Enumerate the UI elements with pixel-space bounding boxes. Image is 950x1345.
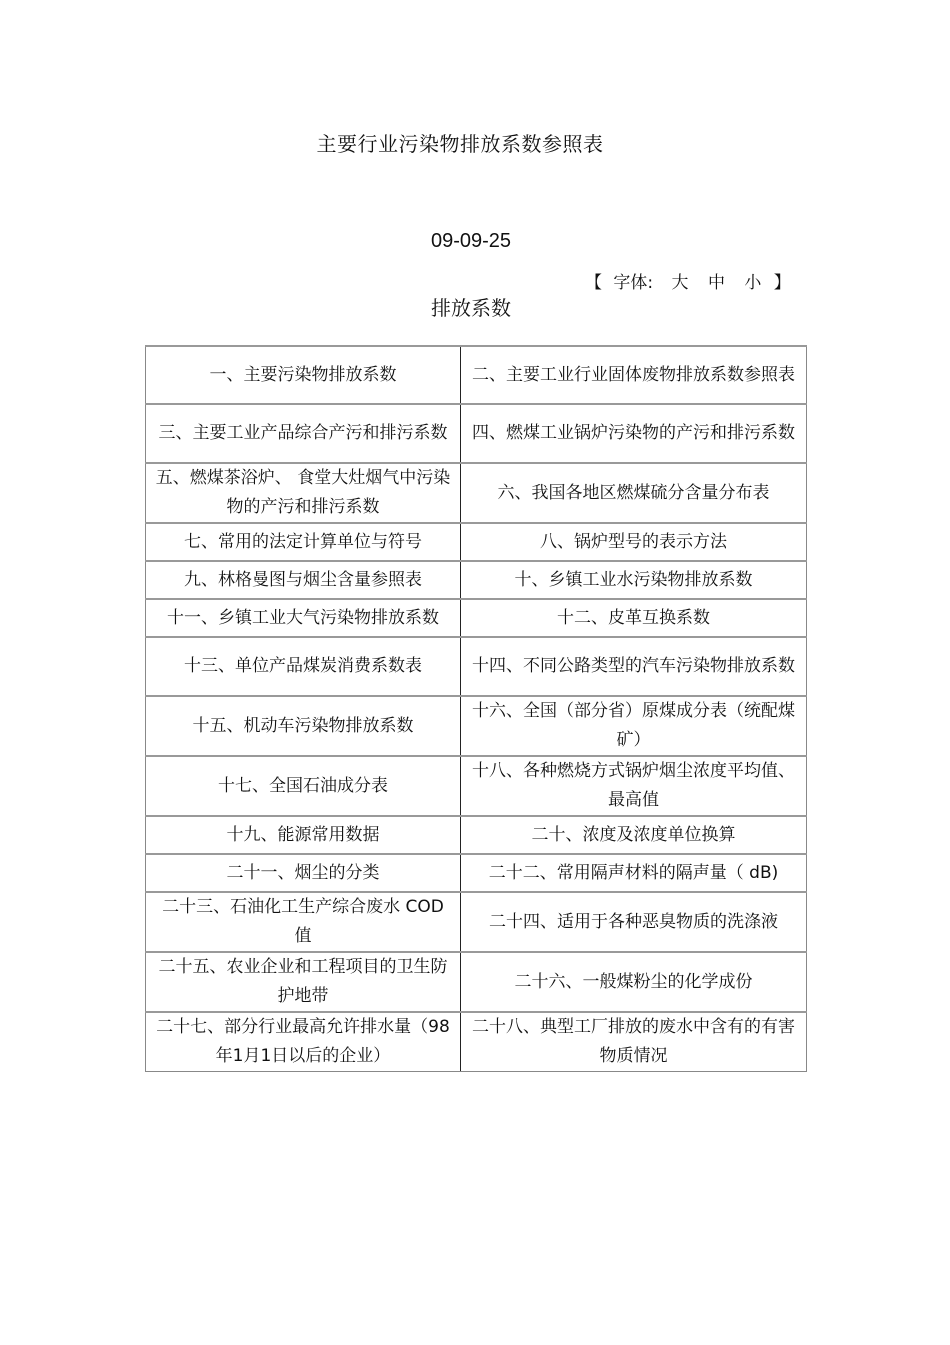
index-link[interactable]: 十九、能源常用数据 <box>226 824 380 845</box>
table-row <box>146 463 807 523</box>
index-link[interactable]: 二十七、部分行业最高允许排水量（98年1月1日以后的企业） <box>156 1017 450 1066</box>
font-size-selector <box>585 268 791 293</box>
table-cell[interactable] <box>461 756 807 816</box>
font-size-large-link[interactable]: 大 <box>671 273 689 293</box>
table-row <box>146 523 807 561</box>
index-link[interactable]: 二十、浓度及浓度单位换算 <box>531 824 736 845</box>
table-row <box>146 404 807 463</box>
index-link[interactable]: 四、燃煤工业锅炉污染物的产污和排污系数 <box>472 423 795 443</box>
table-cell[interactable] <box>461 1012 807 1072</box>
table-cell[interactable] <box>146 892 461 952</box>
table-cell[interactable] <box>146 854 461 892</box>
table-row <box>146 854 807 892</box>
font-size-label: 字体: <box>613 273 654 293</box>
index-link[interactable]: 九、林格曼图与烟尘含量参照表 <box>184 569 422 590</box>
index-link[interactable]: 二十二、常用隔声材料的隔声量（ dB) <box>488 862 779 883</box>
table-cell[interactable] <box>146 756 461 816</box>
table-cell[interactable] <box>461 892 807 952</box>
table-row <box>146 1012 807 1072</box>
table-cell[interactable] <box>461 561 807 599</box>
table-cell[interactable] <box>461 696 807 756</box>
table-cell[interactable] <box>461 952 807 1012</box>
index-link[interactable]: 二十一、烟尘的分类 <box>226 862 380 883</box>
index-link[interactable]: 二十四、适用于各种恶臭物质的洗涤液 <box>489 911 778 932</box>
table-row <box>146 346 807 404</box>
index-link[interactable]: 二十八、典型工厂排放的废水中含有的有害物质情况 <box>472 1017 795 1066</box>
index-link[interactable]: 十四、不同公路类型的汽车污染物排放系数 <box>472 656 795 676</box>
table-row <box>146 952 807 1012</box>
index-link[interactable]: 七、常用的法定计算单位与符号 <box>184 531 422 552</box>
font-size-medium-link[interactable]: 中 <box>707 273 725 293</box>
table-cell[interactable] <box>461 637 807 696</box>
index-link[interactable]: 三、主要工业产品综合产污和排污系数 <box>158 423 448 443</box>
table-cell[interactable] <box>146 816 461 854</box>
table-cell[interactable] <box>146 696 461 756</box>
table-row <box>146 756 807 816</box>
table-cell[interactable] <box>146 561 461 599</box>
table-cell[interactable] <box>146 523 461 561</box>
table-cell[interactable] <box>146 346 461 404</box>
index-link[interactable]: 十六、全国（部分省）原煤成分表（统配煤矿） <box>472 701 795 750</box>
table-row <box>146 816 807 854</box>
table-cell[interactable] <box>146 637 461 696</box>
index-link[interactable]: 五、燃煤茶浴炉、 食堂大灶烟气中污染物的产污和排污系数 <box>155 468 451 517</box>
index-link[interactable]: 八、锅炉型号的表示方法 <box>540 531 727 552</box>
table-cell[interactable] <box>461 816 807 854</box>
table-cell[interactable] <box>146 463 461 523</box>
table-cell[interactable] <box>146 1012 461 1072</box>
table-cell[interactable] <box>146 404 461 463</box>
table-cell[interactable] <box>146 599 461 637</box>
index-link[interactable]: 二十三、石油化工生产综合废水 COD值 <box>162 897 444 946</box>
index-link[interactable]: 十五、机动车污染物排放系数 <box>192 715 414 736</box>
index-link[interactable]: 十、乡镇工业水污染物排放系数 <box>514 569 753 590</box>
table-row <box>146 637 807 696</box>
index-link[interactable]: 十二、皮革互换系数 <box>557 607 710 628</box>
section-subtitle: 排放系数 <box>431 296 511 320</box>
table-cell[interactable] <box>461 346 807 404</box>
index-link[interactable]: 一、主要污染物排放系数 <box>209 364 397 385</box>
table-row <box>146 561 807 599</box>
table-cell[interactable] <box>461 523 807 561</box>
index-link[interactable]: 十三、单位产品煤炭消费系数表 <box>184 656 422 676</box>
table-cell[interactable] <box>461 404 807 463</box>
table-row <box>146 696 807 756</box>
page-title: 主要行业污染物排放系数参照表 <box>316 132 604 156</box>
index-link[interactable]: 二、主要工业行业固体废物排放系数参照表 <box>472 364 795 385</box>
font-size-small-link[interactable]: 小 <box>744 273 762 293</box>
table-cell[interactable] <box>461 463 807 523</box>
table-row <box>146 892 807 952</box>
index-link[interactable]: 十八、各种燃烧方式锅炉烟尘浓度平均值、最高值 <box>472 761 795 810</box>
publish-date: 09-09-25 <box>430 230 512 252</box>
table-row <box>146 599 807 637</box>
table-cell[interactable] <box>461 599 807 637</box>
font-size-close-bracket: 】 <box>773 273 791 293</box>
index-link[interactable]: 二十五、农业企业和工程项目的卫生防护地带 <box>158 957 448 1006</box>
font-size-open-bracket: 【 <box>585 273 602 293</box>
coefficient-index-table <box>145 345 807 1072</box>
index-link[interactable]: 十一、乡镇工业大气污染物排放系数 <box>167 607 439 628</box>
index-link[interactable]: 六、我国各地区燃煤硫分含量分布表 <box>497 482 770 503</box>
index-link[interactable]: 二十六、一般煤粉尘的化学成份 <box>514 971 753 992</box>
table-cell[interactable] <box>146 952 461 1012</box>
table-cell[interactable] <box>461 854 807 892</box>
index-link[interactable]: 十七、全国石油成分表 <box>218 775 388 796</box>
